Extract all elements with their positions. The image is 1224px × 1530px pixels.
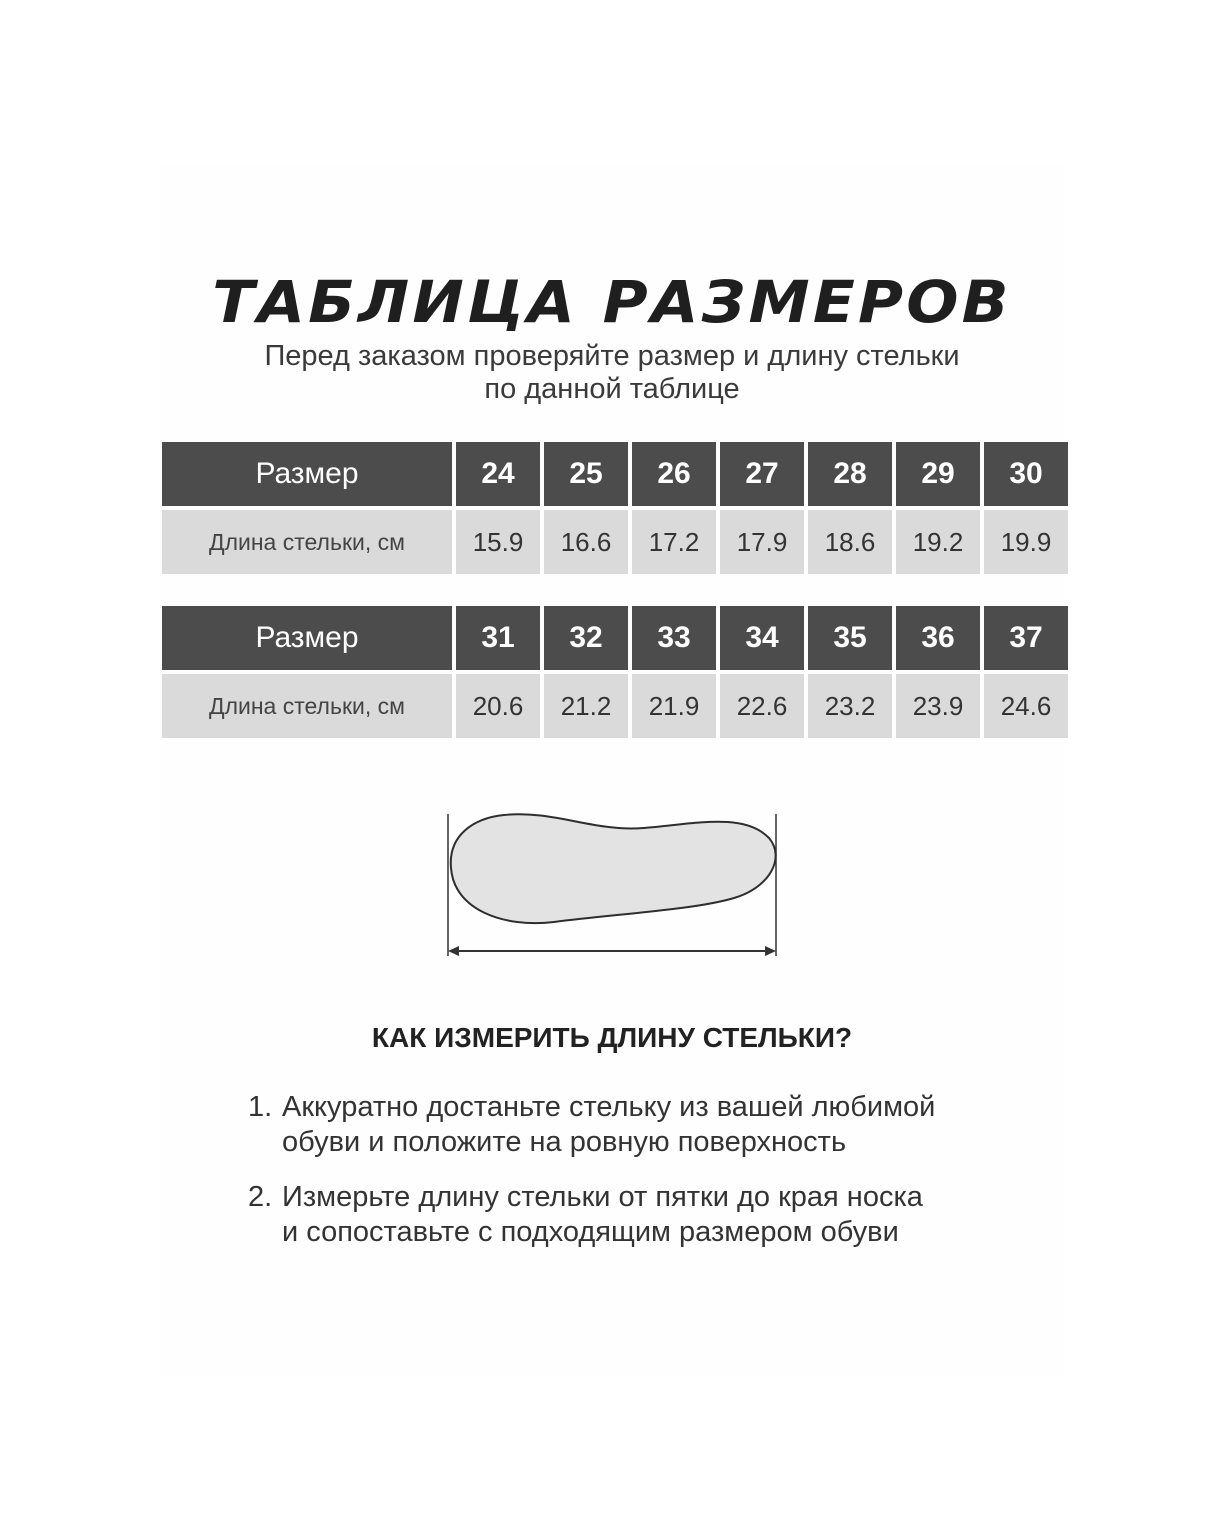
page-title: ТАБЛИЦА РАЗМЕРОВ (212, 268, 1012, 336)
size-cell: 36 (896, 606, 980, 670)
length-cell: 20.6 (456, 674, 540, 738)
length-cell: 21.2 (544, 674, 628, 738)
step-number: 2. (248, 1181, 273, 1213)
step-line: обуви и положите на ровную поверхность (282, 1126, 847, 1158)
size-cell: 28 (808, 442, 892, 506)
subtitle-line-2: по данной таблице (484, 373, 740, 405)
size-cell: 35 (808, 606, 892, 670)
length-cell: 17.2 (632, 510, 716, 574)
length-cell: 16.6 (544, 510, 628, 574)
size-cell: 29 (896, 442, 980, 506)
insole-shape (451, 814, 776, 923)
row-label: Длина стельки, см (162, 674, 452, 738)
size-cell: 26 (632, 442, 716, 506)
measure-steps (248, 1090, 1008, 1270)
list-item (248, 1180, 1008, 1250)
length-cell: 22.6 (720, 674, 804, 738)
length-cell: 19.9 (984, 510, 1068, 574)
size-cell: 34 (720, 606, 804, 670)
step-line: Аккуратно достаньте стельку из вашей любимой (282, 1091, 936, 1123)
header-label: Размер (162, 442, 452, 506)
step-text (282, 1090, 935, 1160)
size-cell: 25 (544, 442, 628, 506)
length-cell: 23.2 (808, 674, 892, 738)
length-cell: 24.6 (984, 674, 1068, 738)
size-cell: 32 (544, 606, 628, 670)
header-label: Размер (162, 606, 452, 670)
subtitle-line-1: Перед заказом проверяйте размер и длину стельки (264, 340, 960, 372)
step-line: и сопоставьте с подходящим размером обуви (282, 1216, 899, 1248)
length-cell: 21.9 (632, 674, 716, 738)
length-cell: 19.2 (896, 510, 980, 574)
size-table-2 (162, 606, 1062, 738)
length-cell: 18.6 (808, 510, 892, 574)
length-cell: 23.9 (896, 674, 980, 738)
step-line: Измерьте длину стельки от пятки до края носка (282, 1181, 923, 1213)
insole-diagram-icon (444, 810, 784, 960)
length-cell: 15.9 (456, 510, 540, 574)
step-text (282, 1180, 923, 1250)
step-number: 1. (248, 1091, 273, 1123)
measure-arrow-icon (448, 946, 776, 956)
length-cell: 17.9 (720, 510, 804, 574)
measure-title: КАК ИЗМЕРИТЬ ДЛИНУ СТЕЛЬКИ? (371, 1022, 853, 1053)
size-cell: 33 (632, 606, 716, 670)
size-cell: 31 (456, 606, 540, 670)
list-item (248, 1090, 1008, 1160)
size-cell: 24 (456, 442, 540, 506)
row-label: Длина стельки, см (162, 510, 452, 574)
size-table-1 (162, 442, 1062, 574)
size-cell: 37 (984, 606, 1068, 670)
page-subtitle (0, 340, 1224, 406)
size-cell: 27 (720, 442, 804, 506)
size-cell: 30 (984, 442, 1068, 506)
